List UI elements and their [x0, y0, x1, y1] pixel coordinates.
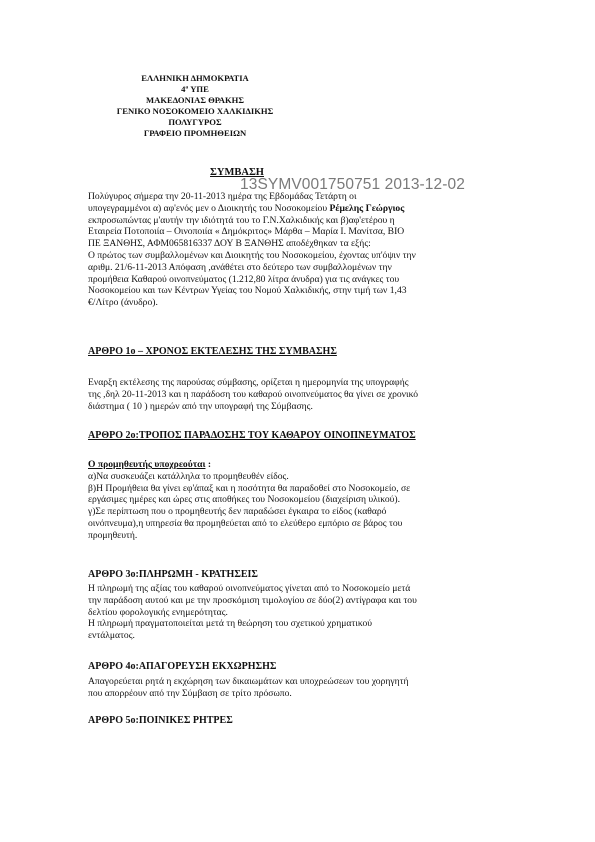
text-line: Πολύγυρος σήμερα την 20-11-2013 ημέρα της Εβδομάδας Τετάρτη οι: [88, 191, 357, 202]
letterhead-line: ΜΑΚΕΔΟΝΙΑΣ ΘΡΑΚΗΣ: [146, 95, 244, 105]
letterhead-line: ΓΕΝΙΚΟ ΝΟΣΟΚΟΜΕΙΟ ΧΑΛΚΙΔΙΚΗΣ: [116, 106, 274, 116]
article-1-body: [88, 377, 518, 412]
text-line: Η πληρωμή πραγματοποιείται μετά τη θεώρηση του σχετικού χρηματικού: [88, 618, 372, 630]
article-2-body: [88, 459, 518, 542]
text-line: α)Να συσκευάζει κατάλληλα το προμηθευθέν είδος.: [88, 470, 289, 482]
text-line: εκπροσωπώντας μ'αυτήν την ιδιότητά του το Γ.Ν.Χαλκιδικής και β)αφ'ετέρου η: [88, 214, 395, 226]
text-line: την παράδοση αυτού και με την προσκόμιση τιμολογίου σε δύο(2) αντίγραφα και του: [88, 594, 417, 606]
text-line: Εταιρεία Ποτοποιία – Οινοποιία « Δημόκριτος» Μάρθα – Μαρία Ι. Μανίτσα, ΒΙΟ: [88, 226, 405, 238]
text-fragment: :: [205, 459, 212, 470]
article-5-heading: ΑΡΘΡΟ 5ο:ΠΟΙΝΙΚΕΣ ΡΗΤΡΕΣ: [88, 715, 233, 726]
text-line: Νοσοκομείου και των Κέντρων Υγείας του Νομού Χαλκιδικής, στην τιμή των 1,43: [88, 285, 407, 297]
text-line: γ)Σε περίπτωση που ο προμηθευτής δεν παραδώσει έγκαιρα το είδος (καθαρό: [88, 506, 387, 518]
letterhead-line: ΕΛΛΗΝΙΚΗ ΔΗΜΟΚΡΑΤΙΑ: [141, 73, 249, 83]
text-line: οινόπνευμα),η υπηρεσία θα προμηθεύεται από το ελεύθερο εμπόριο σε βάρος του: [88, 517, 403, 529]
article-4-body: [88, 676, 518, 700]
article-4-heading: ΑΡΘΡΟ 4ο:ΑΠΑΓΟΡΕΥΣΗ ΕΚΧΩΡΗΣΗΣ: [88, 661, 277, 672]
text-line: ΠΕ ΞΑΝΘΗΣ, ΑΦΜ065816337 ΔΟΥ Β ΞΑΝΘΗΣ αποδέχθηκαν τα εξής:: [88, 238, 371, 250]
article-3-heading: ΑΡΘΡΟ 3ο:ΠΛΗΡΩΜΗ - ΚΡΑΤΗΣΕΙΣ: [88, 569, 258, 580]
text-line: Απαγορεύεται ρητά η εκχώρηση των δικαιωμάτων και υποχρεώσεων του χορηγητή: [88, 676, 409, 687]
registry-stamp: 13SYMV001750751 2013-12-02: [240, 176, 465, 193]
letterhead: [70, 73, 320, 139]
text-line: δελτίου φορολογικής ενημερότητας.: [88, 606, 228, 618]
text-line: β)Η Προμήθεια θα γίνει εφ'άπαξ και η ποσότητα θα παραδοθεί στο Νοσοκομείο, σε: [88, 482, 411, 494]
text-line: εργάσιμες ημέρες και ώρες στις αποθήκες του Νοσοκομείου (διαχείριση υλικού).: [88, 494, 401, 506]
text-line: αριθμ. 21/6-11-2013 Απόφαση ,ανάθέτει στο δεύτερο των συμβαλλομένων την: [88, 261, 392, 273]
text-line: [88, 459, 518, 471]
text-line: Ο πρώτος των συμβαλλομένων και Διοικητής του Νοσοκομείου, έχοντας υπ'όψιν την: [88, 249, 416, 261]
text-line: εντάλματος.: [88, 630, 135, 642]
director-name: Ρέμελης Γεώργιος: [329, 202, 405, 214]
text-line: Η πληρωμή της αξίας του καθαρού οινοπνεύματος γίνεται από το Νοσοκομείο μετά: [88, 583, 411, 594]
letterhead-line: ΓΡΑΦΕΙΟ ΠΡΟΜΗΘΕΙΩΝ: [143, 128, 247, 138]
intro-paragraph: [88, 191, 518, 309]
text-line: που απορρέουν από την Σύμβαση σε τρίτο πρόσωπο.: [88, 687, 292, 699]
article-3-body: [88, 583, 518, 642]
text-line: της ,δηλ 20-11-2013 και η παράδοση του καθαρού οινοπνεύματος θα γίνει σε χρονικό: [88, 388, 419, 400]
letterhead-line: 4ª ΥΠΕ: [181, 84, 209, 94]
article-1-heading: ΑΡΘΡΟ 1ο – ΧΡΟΝΟΣ ΕΚΤΕΛΕΣΗΣ ΤΗΣ ΣΥΜΒΑΣΗΣ: [88, 346, 337, 357]
text-fragment: υπογεγραμμένοι α) αφ'ενός μεν ο Διοικητής του Νοσοκομείου: [88, 202, 330, 214]
text-line: διάστημα ( 10 ) ημερών από την υπογραφή της Σύμβασης.: [88, 400, 313, 412]
text-line: προμηθευτή.: [88, 529, 138, 541]
text-line: €/Λίτρο (άνυδρο).: [88, 297, 158, 309]
text-line: προμήθεια Καθαρού οινοπνεύματος (1.212,80 λίτρα άνυδρα) για τις ανάγκες του: [88, 273, 400, 285]
article-2-heading: ΑΡΘΡΟ 2ο:ΤΡΟΠΟΣ ΠΑΡΑΔΟΣΗΣ ΤΟΥ ΚΑΘΑΡΟΥ ΟΙΝΟΠΝΕΥΜΑΤΟΣ: [88, 430, 416, 441]
letterhead-line: ΠΟΛΥΓΥΡΟΣ: [168, 117, 222, 127]
text-line: Εναρξη εκτέλεσης της παρούσας σύμβασης, ορίζεται η ημερομηνία της υπογραφής: [88, 377, 409, 388]
document-title: ΣΥΜΒΑΣΗ: [210, 167, 264, 178]
text-line: [88, 203, 518, 215]
supplier-obligations-label: Ο προμηθευτής υποχρεούται: [88, 459, 206, 470]
